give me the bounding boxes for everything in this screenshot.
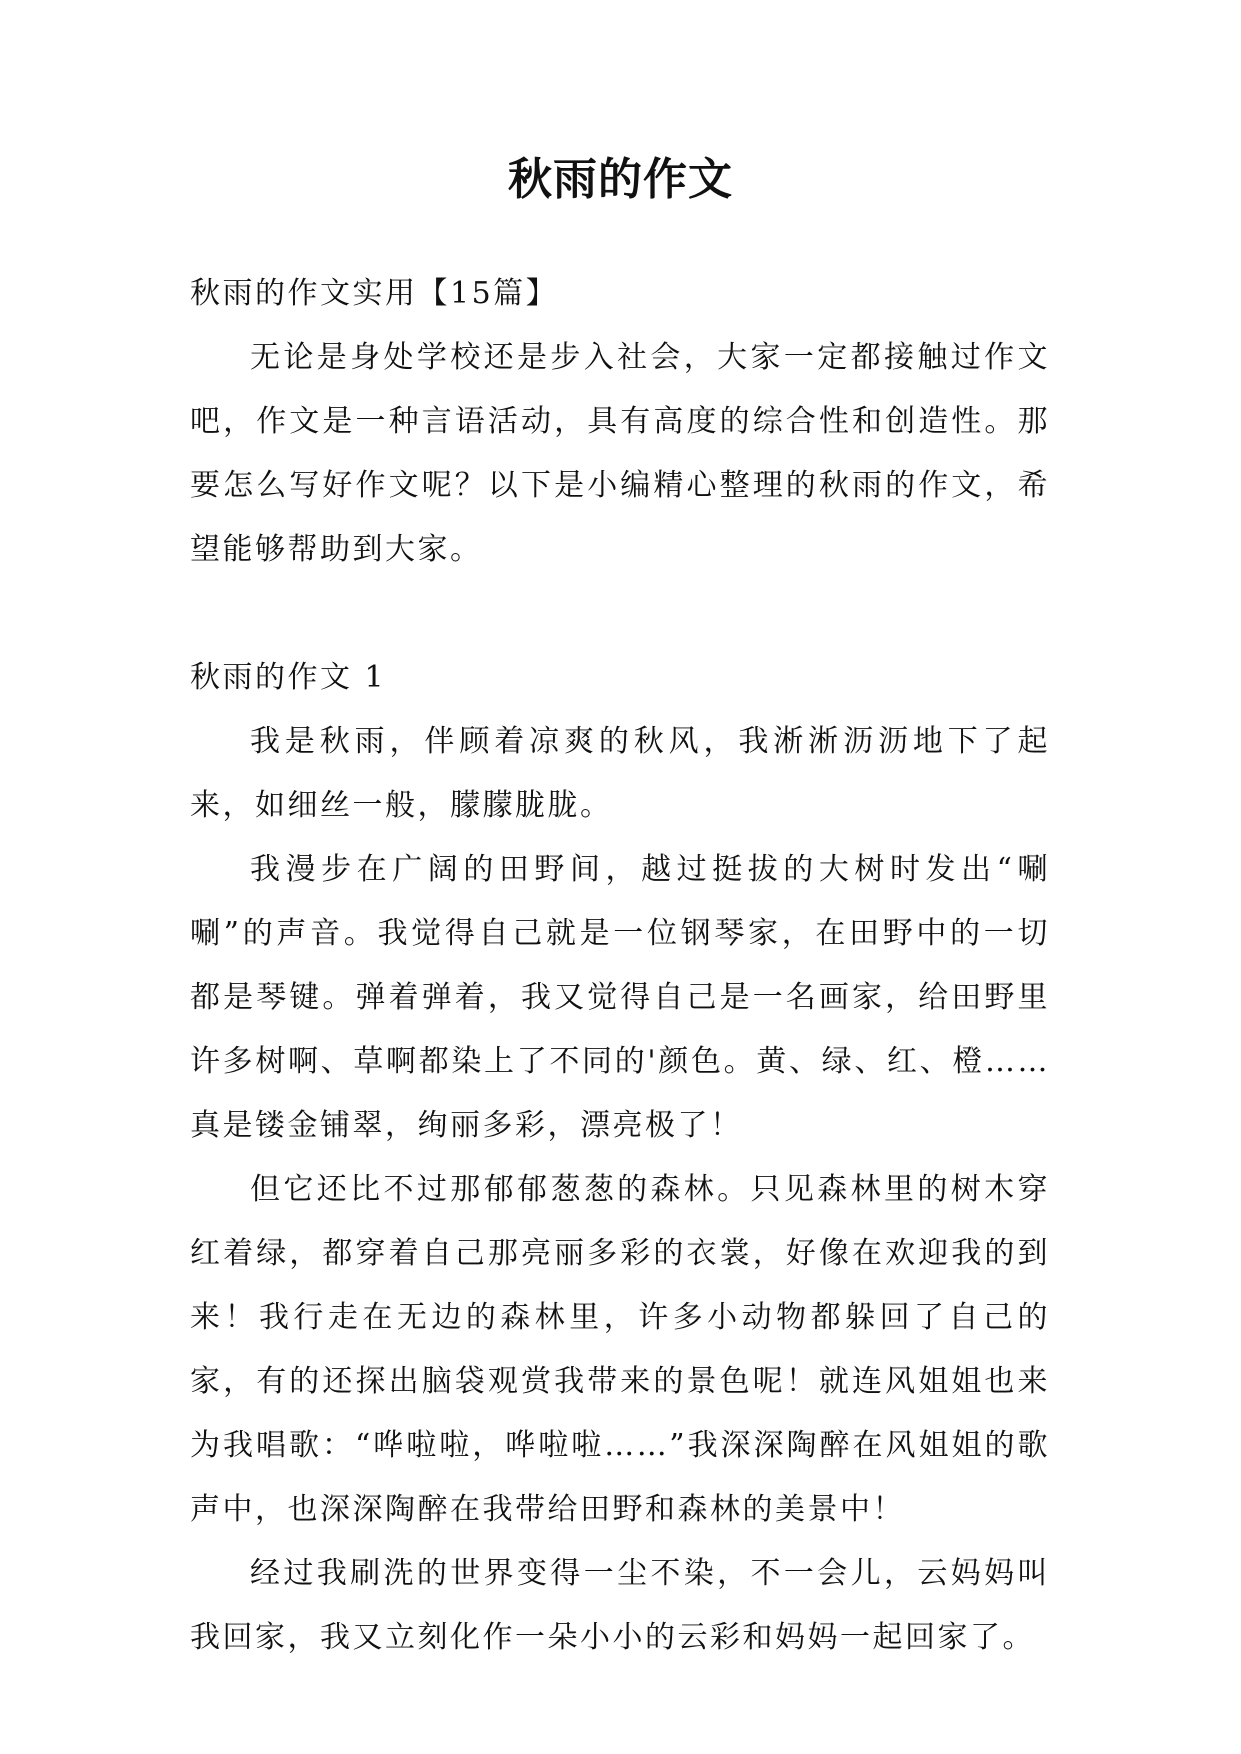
intro-paragraph: 无论是身处学校还是步入社会，大家一定都接触过作文吧，作文是一种言语活动，具有高度的综合性和创造性。那要怎么写好作文呢？以下是小编精心整理的秋雨的作文，希望能够帮助到大家。 bbox=[190, 340, 1050, 567]
document-body bbox=[190, 262, 1050, 1670]
body-paragraph: 我漫步在广阔的田野间，越过挺拔的大树时发出“唰唰”的声音。我觉得自己就是一位钢琴家，在田野中的一切都是琴键。弹着弹着，我又觉得自己是一名画家，给田野里许多树啊、草啊都染上了不同的'颜色。黄、绿、红、橙……真是镂金铺翠，绚丽多彩，漂亮极了！ bbox=[190, 852, 1050, 1143]
document-title: 秋雨的作文 bbox=[508, 154, 733, 205]
body-paragraph: 经过我刷洗的世界变得一尘不染，不一会儿，云妈妈叫我回家，我又立刻化作一朵小小的云彩和妈妈一起回家了。 bbox=[190, 1556, 1050, 1655]
paragraph-spacer bbox=[190, 582, 1050, 646]
section-heading: 秋雨的作文 1 bbox=[190, 660, 387, 695]
intro-heading: 秋雨的作文实用【15篇】 bbox=[190, 276, 559, 311]
body-paragraph: 但它还比不过那郁郁葱葱的森林。只见森林里的树木穿红着绿，都穿着自己那亮丽多彩的衣裳，好像在欢迎我的到来！我行走在无边的森林里，许多小动物都躲回了自己的家，有的还探出脑袋观赏我带来的景色呢！就连风姐姐也来为我唱歌：“哗啦啦，哗啦啦……”我深深陶醉在风姐姐的歌声中，也深深陶醉在我带给田野和森林的美景中！ bbox=[190, 1172, 1050, 1527]
body-paragraph: 我是秋雨，伴顾着凉爽的秋风，我淅淅沥沥地下了起来，如细丝一般，朦朦胧胧。 bbox=[190, 724, 1050, 823]
